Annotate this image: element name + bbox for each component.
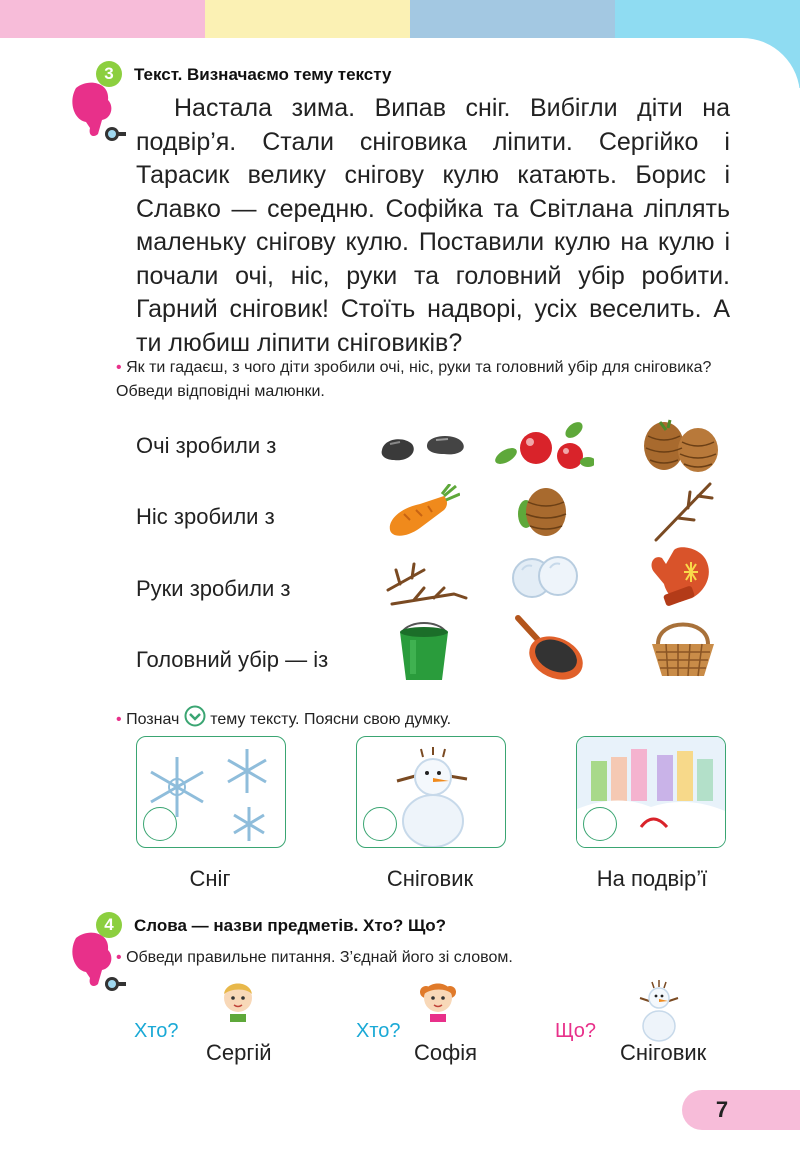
check-circle-icon xyxy=(184,705,206,735)
task-2-before: Познач xyxy=(126,711,180,729)
red-berries-icon[interactable] xyxy=(494,418,594,479)
task-2-after: тему тексту. Поясни свою думку. xyxy=(210,711,452,729)
task-3-text: Обведи правильне питання. З’єднай його зі словом. xyxy=(126,949,513,966)
task-2 xyxy=(116,705,730,735)
twig-icon[interactable] xyxy=(650,478,716,549)
word-2[interactable]: Софія xyxy=(414,1040,478,1065)
pine-cones-icon[interactable] xyxy=(640,418,722,479)
exercise-4-heading: Слова — назви предметів. Хто? Що? xyxy=(134,916,447,935)
card-yard[interactable] xyxy=(576,736,726,848)
stripe-blue xyxy=(410,0,615,40)
bullet-icon: • xyxy=(116,949,122,966)
twigs-icon[interactable] xyxy=(384,550,468,613)
small-snowman-icon xyxy=(636,976,682,1047)
page-number-tab xyxy=(682,1090,800,1130)
boy-face-icon xyxy=(220,978,256,1033)
page-number: 7 xyxy=(715,1097,729,1122)
pine-cone-icon[interactable] xyxy=(516,484,572,545)
stripe-yellow xyxy=(205,0,410,40)
word-1[interactable]: Сергій xyxy=(206,1040,272,1065)
card-label-yard: На подвір’ї xyxy=(596,866,708,891)
row-label-eyes: Очі зробили з xyxy=(136,433,277,458)
exercise-3-heading: Текст. Визначаємо тему тексту xyxy=(134,65,392,84)
stripe-pink xyxy=(0,0,205,40)
snowballs-icon[interactable] xyxy=(512,552,578,607)
task-1 xyxy=(116,356,730,404)
card-label-snow: Сніг xyxy=(189,866,231,891)
row-label-hands: Руки зробили з xyxy=(136,576,291,601)
mascot-icon xyxy=(68,78,128,153)
mitten-icon[interactable] xyxy=(644,544,720,611)
answer-circle[interactable] xyxy=(363,807,397,841)
card-snow[interactable] xyxy=(136,736,286,848)
stripe-cyan xyxy=(615,0,800,40)
answer-circle[interactable] xyxy=(583,807,617,841)
exercise-3-number: 3 xyxy=(96,61,122,87)
answer-circle[interactable] xyxy=(143,807,177,841)
story-paragraph: Настала зима. Випав сніг. Вибігли діти на подвір’я. Стали сніговика ліпити. Сергійко і Тарасик велику снігову кулю катають. Борис і Славко — середню. Софійка та Світлана ліплять маленьку снігову кулю. Поставили кулю на кулю і почали очі, ніс, руки та головний убір робити. Гарний сніговик! Стоїть надворі, усіх веселить. А ти любиш ліпити сніговиків? xyxy=(136,94,730,357)
word-3[interactable]: Сніговик xyxy=(620,1040,707,1065)
card-label-snowman: Сніговик xyxy=(386,866,474,891)
bullet-icon: • xyxy=(116,711,122,729)
exercise-4-number: 4 xyxy=(96,912,122,938)
bucket-icon[interactable] xyxy=(396,620,452,687)
bullet-icon: • xyxy=(116,359,122,376)
task-3 xyxy=(116,946,730,970)
card-snowman[interactable] xyxy=(356,736,506,848)
frying-pan-icon[interactable] xyxy=(512,612,586,687)
question-2[interactable]: Хто? xyxy=(356,1020,401,1042)
row-label-hat: Головний убір — із xyxy=(136,647,329,672)
girl-face-icon xyxy=(418,976,458,1033)
story-text xyxy=(136,92,730,360)
row-label-nose: Ніс зробили з xyxy=(136,504,275,529)
question-1[interactable]: Хто? xyxy=(134,1020,179,1042)
carrot-icon[interactable] xyxy=(384,484,460,545)
task-1-text: Як ти гадаєш, з чого діти зробили очі, ніс, руки та головний убір для сніговика? Обведи відповідні малюнки. xyxy=(116,359,712,400)
basket-icon[interactable] xyxy=(648,614,718,685)
coal-stones-icon[interactable] xyxy=(378,430,470,471)
question-3[interactable]: Що? xyxy=(555,1020,596,1042)
